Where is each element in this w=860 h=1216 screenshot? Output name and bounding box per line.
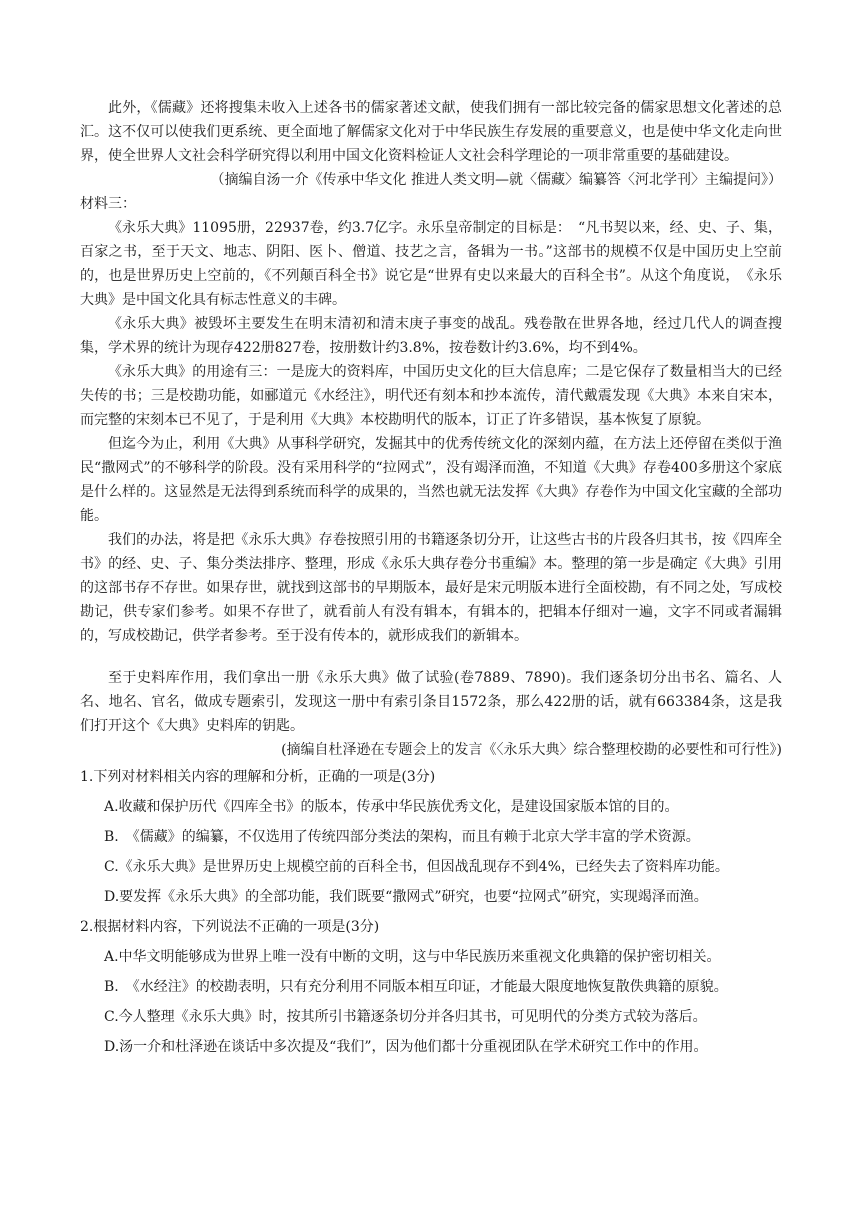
material3-paragraph-6: 至于史料库作用，我们拿出一册《永乐大典》做了试验(卷7889、7890)。我们逐条切分出书名、篇名、人名、地名、官名，做成专题索引，发现这一册中有索引条目1572条，那么422册的话，就有663384条，这是我们打开这个《大典》史料库的钥匙。 <box>80 670 782 734</box>
material2-paragraph: 此外，《儒藏》还将搜集未收入上述各书的儒家著述文献，使我们拥有一部比较完备的儒家思想文化著述的总汇。这不仅可以使我们更系统、更全面地了解儒家文化对于中华民族生存发展的重要意义，也是使中华文化走向世界，使全世界人文社会科学研究得以利用中国文化资料检证人文社会科学理论的一项非常重要的基础建设。 <box>80 100 782 164</box>
question-1-option-c[interactable]: C.《永乐大典》是世界历史上规模空前的百科全书，但因战乱现存不到4%，已经失去了资料库功能。 <box>104 859 729 875</box>
question-2-option-d[interactable]: D.汤一介和杜泽逊在谈话中多次提及“我们”，因为他们都十分重视团队在学术研究工作中的作用。 <box>104 1039 708 1055</box>
material3-source: (摘编自杜泽逊在专题会上的发言《〈永乐大典〉综合整理校勘的必要性和可行性》) <box>281 742 782 758</box>
material3-paragraph-5: 我们的办法，将是把《永乐大典》存卷按照引用的书籍逐条切分开，让这些古书的片段各归其书，按《四库全书》的经、史、子、集分类法排序、整理，形成《永乐大典存卷分书重编》本。整理的第一步是确定《大典》引用的这部书存不存世。如果存世，就找到这部书的早期版本，最好是宋元明版本进行全面校勘，有不同之处，写成校勘记，供专家们参考。如果不存世了，就看前人有没有辑本，有辑本的，把辑本仔细对一遍，文字不同或者漏辑的，写成校勘记，供学者参考。至于没有传本的，就形成我们的新辑本。 <box>80 532 782 644</box>
document-page <box>80 96 782 1062</box>
question-2-option-c[interactable]: C.今人整理《永乐大典》时，按其所引书籍逐条切分并各归其书，可见明代的分类方式较为落后。 <box>104 1009 707 1025</box>
question-1-option-b[interactable]: B. 《儒藏》的编纂，不仅选用了传统四部分类法的架构，而且有赖于北京大学丰富的学术资源。 <box>104 829 700 845</box>
material3-paragraph-1: 《永乐大典》11095册，22937卷，约3.7亿字。永乐皇帝制定的目标是： “凡书契以来，经、史、子、集，百家之书，至于天文、地志、阴阳、医卜、僧道、技艺之言，备辑为一书。”这部书的规模不仅是中国历史上空前的，也是世界历史上空前的，《不列颠百科全书》说它是“世界有史以来最大的百科全书”。从这个角度说， 《永乐大典》是中国文化具有标志性意义的丰碑。 <box>80 220 782 308</box>
paragraph-gap <box>80 648 782 666</box>
question-2-option-b[interactable]: B. 《水经注》的校勘表明，只有充分利用不同版本相互印证，才能最大限度地恢复散佚典籍的原貌。 <box>104 979 728 995</box>
material3-paragraph-3: 《永乐大典》的用途有三：一是庞大的资料库，中国历史文化的巨大信息库；二是它保存了数量相当大的已经失传的书；三是校勘功能，如郦道元《水经注》，明代还有刻本和抄本流传，清代戴震发现《大典》本来自宋本，而完整的宋刻本已不见了，于是利用《大典》本校勘明代的版本，订正了许多错误，基本恢复了原貌。 <box>80 364 782 428</box>
question-1-option-a[interactable]: A.收藏和保护历代《四库全书》的版本，传承中华民族优秀文化，是建设国家版本馆的目的。 <box>104 799 679 815</box>
material3-paragraph-2: 《永乐大典》被毁坏主要发生在明末清初和清末庚子事变的战乱。残卷散在世界各地，经过几代人的调查搜集，学术界的统计为现存422册827卷，按册数计约3.8%，按卷数计约3.6%，均不到4%。 <box>80 316 782 356</box>
material3-paragraph-4: 但迄今为止，利用《大典》从事科学研究，发掘其中的优秀传统文化的深刻内蕴，在方法上还停留在类似于渔民“撒网式”的不够科学的阶段。没有采用科学的“拉网式”，没有竭泽而渔，不知道《大典》存卷400多册这个家底是什么样的。这显然是无法得到系统而科学的成果的，当然也就无法发挥《大典》存卷作为中国文化宝藏的全部功能。 <box>80 436 782 524</box>
question-2-stem: 2.根据材料内容，下列说法不正确的一项是(3分) <box>80 919 380 935</box>
question-1-option-d[interactable]: D.要发挥《永乐大典》的全部功能，我们既要“撒网式”研究，也要“拉网式”研究，实现竭泽而渔。 <box>104 889 708 905</box>
material2-source: （摘编自汤一介《传承中华文化 推进人类文明—就〈儒藏〉编纂答〈河北学刊〉主编提问》） <box>210 172 782 188</box>
question-2-option-a[interactable]: A.中华文明能够成为世界上唯一没有中断的文明，这与中华民族历来重视文化典籍的保护密切相关。 <box>104 949 721 965</box>
material3-label: 材料三： <box>80 196 136 212</box>
question-1-stem: 1.下列对材料相关内容的理解和分析，正确的一项是(3分) <box>80 769 436 785</box>
